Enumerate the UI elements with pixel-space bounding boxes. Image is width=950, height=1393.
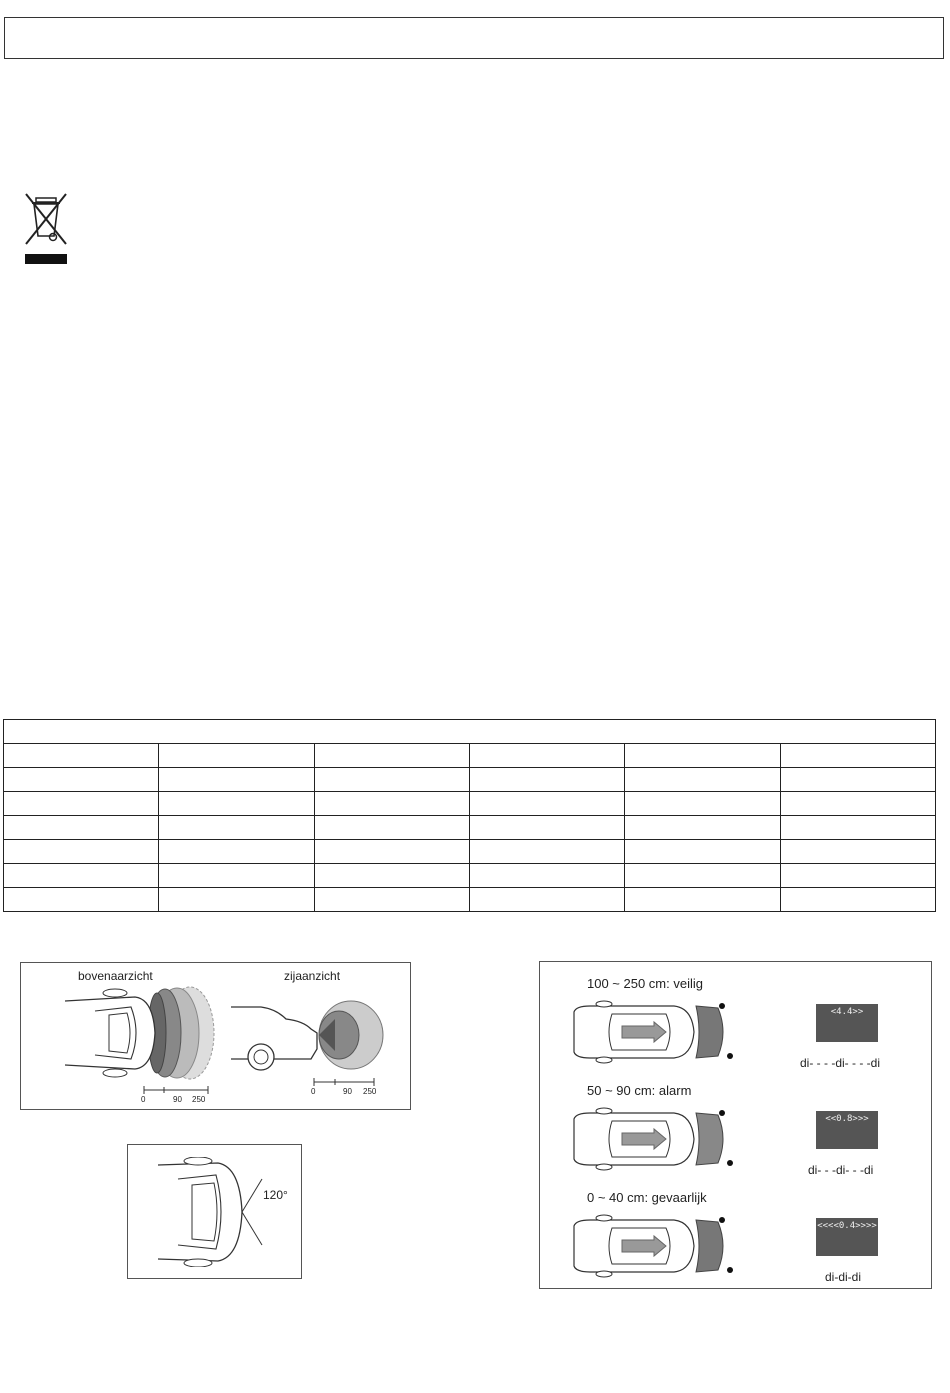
table-cell	[780, 792, 935, 816]
table-row	[4, 840, 936, 864]
zone-beep-label: di- - - -di- - - -di	[800, 1056, 880, 1070]
table-cell	[625, 768, 780, 792]
sensor-range-figure	[20, 962, 411, 1110]
zone-display-screen: <<0.8>>>	[816, 1111, 878, 1149]
side-view-label: zijaanzicht	[284, 969, 341, 983]
side-scale-bar	[313, 1077, 375, 1087]
table-cell	[314, 864, 469, 888]
table-cell	[314, 840, 469, 864]
table-cell	[4, 864, 159, 888]
table-cell	[469, 744, 624, 768]
zone-range-label: 100 ~ 250 cm: veilig	[587, 976, 703, 991]
top-view-illustration	[65, 983, 225, 1083]
top-view-label: bovenaarzicht	[78, 969, 153, 983]
side-scale-90: 90	[343, 1087, 352, 1096]
zone-beep-label: di-di-di	[825, 1270, 862, 1284]
table-cell	[469, 816, 624, 840]
table-cell	[780, 816, 935, 840]
table-row	[4, 768, 936, 792]
zone-car-illustration	[570, 998, 740, 1066]
angle-car-illustration	[158, 1157, 268, 1267]
top-scale-0: 0	[141, 1095, 146, 1104]
side-view-illustration	[231, 987, 391, 1077]
side-scale-0: 0	[311, 1087, 316, 1096]
table-cell	[314, 768, 469, 792]
table-cell	[469, 888, 624, 912]
table-cell	[780, 840, 935, 864]
table-cell	[780, 744, 935, 768]
table-cell	[4, 816, 159, 840]
table-cell	[159, 792, 314, 816]
table-cell	[625, 888, 780, 912]
top-scale-bar	[143, 1085, 209, 1095]
table-cell	[4, 792, 159, 816]
table-cell	[625, 864, 780, 888]
detection-angle-figure	[127, 1144, 302, 1279]
table-title-cell	[4, 720, 936, 744]
table-cell	[159, 840, 314, 864]
table-cell	[469, 768, 624, 792]
angle-label: 120°	[263, 1188, 288, 1202]
table-cell	[469, 840, 624, 864]
table-cell	[469, 864, 624, 888]
zone-car-illustration	[570, 1105, 740, 1173]
table-row	[4, 792, 936, 816]
table-cell	[314, 888, 469, 912]
zone-display-screen: <<<<0.4>>>>	[816, 1218, 878, 1256]
table-cell	[780, 768, 935, 792]
table-cell	[4, 768, 159, 792]
top-scale-90: 90	[173, 1095, 182, 1104]
table-cell	[159, 768, 314, 792]
table-cell	[159, 816, 314, 840]
table-cell	[314, 744, 469, 768]
table-cell	[625, 792, 780, 816]
zone-display-screen: <4.4>>	[816, 1004, 878, 1042]
table-row	[4, 816, 936, 840]
distance-zones-figure	[539, 961, 932, 1289]
table-cell	[159, 888, 314, 912]
zone-beep-label: di- - -di- - -di	[808, 1163, 874, 1177]
table-cell	[4, 888, 159, 912]
table-row	[4, 888, 936, 912]
zone-range-label: 0 ~ 40 cm: gevaarlijk	[587, 1190, 707, 1205]
table-cell	[314, 816, 469, 840]
zone-range-label: 50 ~ 90 cm: alarm	[587, 1083, 692, 1098]
table-cell	[780, 888, 935, 912]
top-scale-250: 250	[192, 1095, 206, 1104]
table-cell	[4, 840, 159, 864]
table-cell	[625, 744, 780, 768]
side-scale-250: 250	[363, 1087, 377, 1096]
table-cell	[469, 792, 624, 816]
table-cell	[159, 744, 314, 768]
table-cell	[625, 840, 780, 864]
table-row	[4, 744, 936, 768]
table-cell	[4, 744, 159, 768]
spec-table	[3, 719, 936, 912]
table-cell	[159, 864, 314, 888]
table-title-row	[4, 720, 936, 744]
table-cell	[625, 816, 780, 840]
header-box	[4, 17, 944, 59]
zone-car-illustration	[570, 1212, 740, 1280]
table-row	[4, 864, 936, 888]
table-cell	[780, 864, 935, 888]
recycle-bin-crossed-icon	[22, 190, 70, 266]
table-cell	[314, 792, 469, 816]
